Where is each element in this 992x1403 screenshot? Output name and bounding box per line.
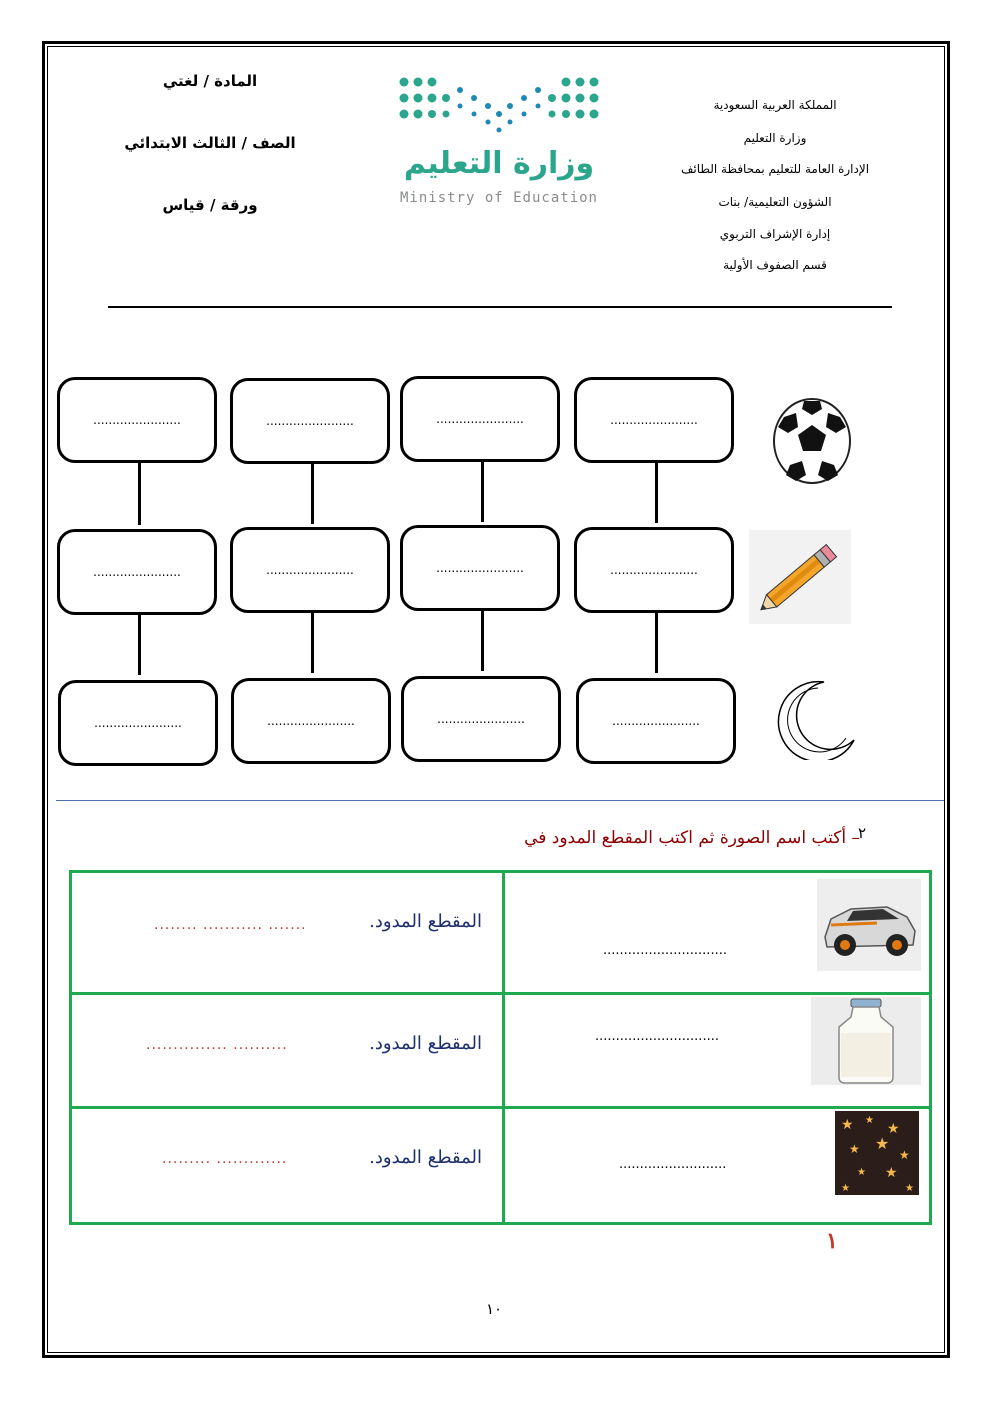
name-answer-line[interactable]: .............................. xyxy=(603,943,727,958)
segment-answer-line[interactable]: ............... .......... xyxy=(146,1037,288,1053)
header-directorate: الإدارة العامة للتعليم بمحافظة الطائف xyxy=(680,162,870,176)
connector-line xyxy=(138,615,141,675)
answer-box-r2-c1[interactable]: ....................... xyxy=(574,527,734,613)
answer-box-r1-c4[interactable]: ....................... xyxy=(57,377,217,463)
name-answer-line[interactable]: .......................... xyxy=(619,1157,727,1172)
header-country: المملكة العربية السعودية xyxy=(713,98,837,112)
page-number: ١٠ xyxy=(486,1300,503,1318)
ministry-logo xyxy=(396,72,602,212)
stars-picture xyxy=(835,1111,919,1195)
table-row xyxy=(71,1108,931,1224)
answer-box-r2-c2[interactable]: ....................... xyxy=(400,525,560,611)
connector-line xyxy=(481,462,484,522)
car-icon xyxy=(817,879,921,971)
pencil-picture xyxy=(749,530,851,628)
crescent-moon-icon xyxy=(764,678,858,760)
segment-label: المقطع المدود. xyxy=(369,1033,482,1054)
connector-line xyxy=(311,464,314,524)
exercise-number: ٢ xyxy=(858,824,867,842)
page-mark: ١ xyxy=(826,1228,838,1254)
svg-text:★: ★ xyxy=(841,1183,850,1194)
answer-box-r2-c3[interactable]: ....................... xyxy=(230,527,390,613)
header-ministry: وزارة التعليم xyxy=(743,131,807,145)
svg-text:★: ★ xyxy=(887,1121,900,1137)
header-grade: الصف / الثالث الابتدائي xyxy=(124,134,296,152)
segment-label: المقطع المدود. xyxy=(369,911,482,932)
segment-cell xyxy=(71,994,504,1108)
answer-box-r1-c3[interactable]: ....................... xyxy=(230,378,390,464)
name-answer-line[interactable]: .............................. xyxy=(595,1029,719,1044)
connector-line xyxy=(655,463,658,523)
soccer-ball-icon xyxy=(770,395,854,487)
header-department: قسم الصفوف الأولية xyxy=(723,258,827,272)
answer-box-r2-c4[interactable]: ....................... xyxy=(57,529,217,615)
crescent-picture xyxy=(764,678,858,764)
logo-arabic-text: وزارة التعليم xyxy=(403,146,595,181)
header-supervision: إدارة الإشراف التربوي xyxy=(719,227,831,241)
connector-line xyxy=(138,463,141,525)
answer-box-r3-c4[interactable]: ....................... xyxy=(58,680,218,766)
table-row xyxy=(71,872,931,994)
header-affairs: الشؤون التعليمية/ بنات xyxy=(718,195,832,209)
svg-text:★: ★ xyxy=(875,1134,890,1153)
segment-answer-line[interactable]: ......... ............. xyxy=(162,1151,288,1167)
name-cell xyxy=(504,872,931,994)
header-divider xyxy=(108,306,892,308)
section-divider xyxy=(56,800,944,801)
svg-text:★: ★ xyxy=(905,1183,914,1194)
svg-text:★: ★ xyxy=(841,1117,854,1133)
answer-box-r1-c1[interactable]: ....................... xyxy=(574,377,734,463)
header-subject: المادة / لغتي xyxy=(162,72,258,90)
answer-box-r3-c2[interactable]: ....................... xyxy=(401,676,561,762)
car-picture xyxy=(817,879,921,971)
svg-text:★: ★ xyxy=(865,1115,874,1126)
answer-box-r1-c2[interactable]: ....................... xyxy=(400,376,560,462)
connector-line xyxy=(655,613,658,673)
logo-english-text: Ministry of Education xyxy=(399,190,598,206)
segment-cell xyxy=(71,872,504,994)
svg-text:★: ★ xyxy=(899,1148,910,1162)
name-cell xyxy=(504,1108,931,1224)
svg-text:★: ★ xyxy=(849,1142,860,1156)
segment-cell xyxy=(71,1108,504,1224)
connector-line xyxy=(481,611,484,671)
milk-bottle-icon xyxy=(811,997,921,1085)
exercise-instruction: – أكتب اسم الصورة ثم اكتب المقطع المدود في xyxy=(524,828,860,848)
header-sheet: ورقة / قياس xyxy=(162,196,258,214)
answer-box-r3-c1[interactable]: ....................... xyxy=(576,678,736,764)
soccer-ball-picture xyxy=(770,395,854,491)
connector-line xyxy=(311,613,314,673)
answer-box-r3-c3[interactable]: ....................... xyxy=(231,678,391,764)
segment-answer-line[interactable]: ........ ........... ....... xyxy=(154,917,307,933)
exercise-table xyxy=(69,870,932,1225)
svg-text:★: ★ xyxy=(885,1165,898,1181)
segment-label: المقطع المدود. xyxy=(369,1147,482,1168)
pencil-icon xyxy=(749,530,851,624)
table-row xyxy=(71,994,931,1108)
milk-bottle-picture xyxy=(811,997,921,1085)
stars-icon xyxy=(835,1111,919,1195)
logo-dots-icon xyxy=(396,72,602,142)
name-cell xyxy=(504,994,931,1108)
svg-text:★: ★ xyxy=(857,1167,866,1178)
